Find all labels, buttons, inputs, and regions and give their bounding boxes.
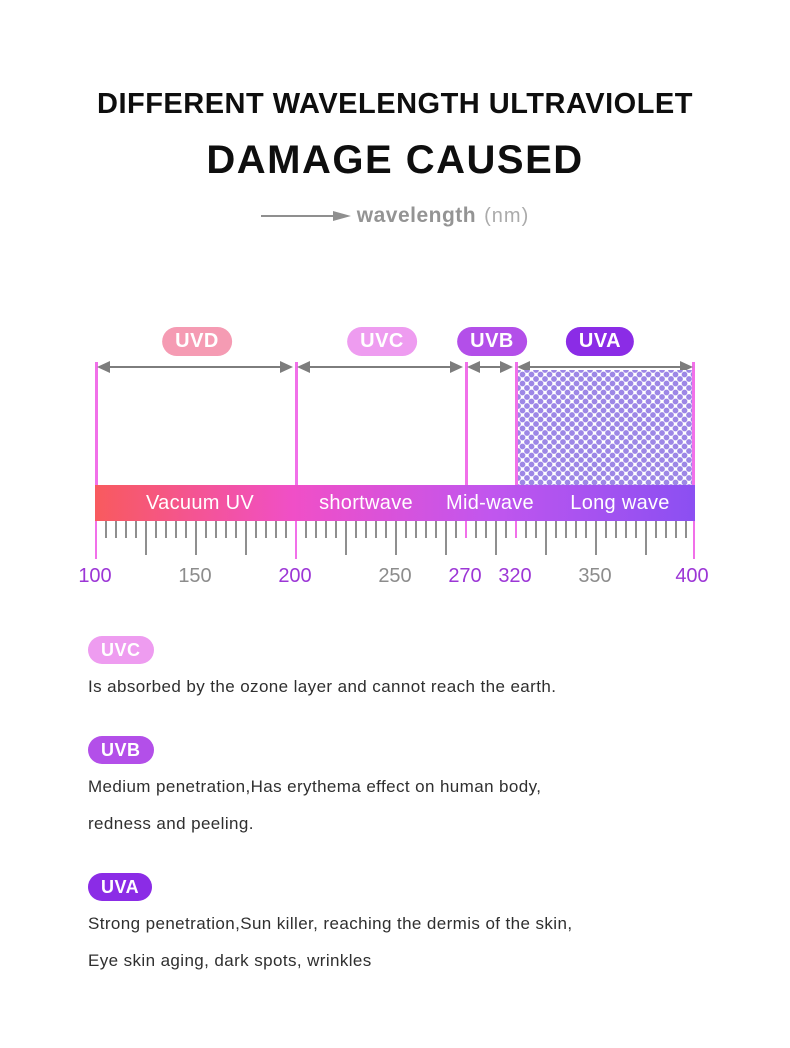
ruler-tick (385, 521, 387, 538)
section-text-line: Eye skin aging, dark spots, wrinkles (88, 951, 372, 970)
ruler-tick (375, 521, 377, 538)
page-title-line2: DAMAGE CAUSED (206, 138, 584, 182)
axis-label-320: 320 (498, 565, 532, 587)
wavelength-label: wavelength (356, 204, 477, 227)
ruler-tick (195, 521, 197, 555)
ruler-tick (225, 521, 227, 538)
bar-label-uva: Long wave (570, 491, 670, 514)
boundary-line (692, 362, 695, 485)
bar-label-uvc: shortwave (319, 491, 413, 514)
ruler-tick (145, 521, 147, 555)
ruler-tick (495, 521, 497, 555)
ruler-tick (565, 521, 567, 538)
ruler-tick (245, 521, 247, 555)
band-range-arrow (469, 366, 511, 368)
ruler-tick (185, 521, 187, 538)
ruler-tick (605, 521, 607, 538)
ruler-tick (555, 521, 557, 538)
ruler-tick (505, 521, 507, 538)
band-range-arrow (99, 366, 291, 368)
ruler-tick (325, 521, 327, 538)
ruler-tick (125, 521, 127, 538)
axis-label-400: 400 (675, 565, 709, 587)
ruler-tick (205, 521, 207, 538)
axis-label-250: 250 (378, 565, 412, 587)
band-badge-uvd: UVD (162, 327, 232, 356)
ruler-tick (395, 521, 397, 555)
uv-spectrum-diagram (78, 320, 709, 615)
section-text-line: Strong penetration,Sun killer, reaching the dermis of the skin, (88, 914, 573, 933)
section-text-line: redness and peeling. (88, 814, 254, 833)
ruler-tick (535, 521, 537, 538)
ruler-tick (415, 521, 417, 538)
ruler-tick (465, 521, 467, 538)
ruler-tick (625, 521, 627, 538)
ruler-tick (215, 521, 217, 538)
band-badge-uvb: UVB (457, 327, 527, 356)
ruler-tick (95, 521, 97, 559)
bar-label-uvd: Vacuum UV (146, 491, 254, 514)
axis-label-100: 100 (78, 565, 112, 587)
ruler-tick (345, 521, 347, 555)
band-badge-uva: UVA (566, 327, 634, 356)
section-badge-uvb: UVB (88, 736, 154, 764)
ruler-tick (165, 521, 167, 538)
ruler-tick (693, 521, 695, 559)
right-arrow-line (261, 215, 333, 217)
ruler-tick (305, 521, 307, 538)
ruler-tick (435, 521, 437, 538)
ruler-tick (685, 521, 687, 538)
ruler-tick (475, 521, 477, 538)
ruler-tick (285, 521, 287, 538)
ruler-tick (655, 521, 657, 538)
band-badge-uvc: UVC (347, 327, 417, 356)
ruler-tick (235, 521, 237, 538)
spectrum-gradient-bar (95, 485, 695, 521)
section-badge-uvc: UVC (88, 636, 154, 664)
right-arrow-icon (333, 211, 351, 221)
page-title-line1: DIFFERENT WAVELENGTH ULTRAVIOLET (97, 88, 693, 120)
bar-label-uvb: Mid-wave (446, 491, 534, 514)
uva-dotted-region (518, 370, 692, 485)
section-uvb (88, 736, 728, 838)
ruler-tick (665, 521, 667, 538)
ruler-tick (635, 521, 637, 538)
ruler-tick (425, 521, 427, 538)
band-range-arrow (519, 366, 691, 368)
ruler-tick (525, 521, 527, 538)
ruler-tick (255, 521, 257, 538)
ruler-tick (355, 521, 357, 538)
ruler-tick (135, 521, 137, 538)
boundary-line (465, 362, 468, 485)
wavelength-unit: (nm) (484, 204, 530, 227)
wavelength-axis-caption (0, 200, 790, 232)
ruler-tick (485, 521, 487, 538)
section-uvc (88, 636, 728, 701)
axis-label-270: 270 (448, 565, 482, 587)
ruler-tick (275, 521, 277, 538)
ruler-tick (155, 521, 157, 538)
boundary-line (295, 362, 298, 485)
axis-label-200: 200 (278, 565, 312, 587)
ruler-tick (545, 521, 547, 555)
ruler-tick (115, 521, 117, 538)
section-text-line: Medium penetration,Has erythema effect on human body, (88, 777, 542, 796)
ruler-tick (295, 521, 297, 559)
section-uva (88, 873, 728, 975)
ruler-tick (515, 521, 517, 538)
ruler-tick (335, 521, 337, 538)
band-range-arrow (299, 366, 461, 368)
ruler-tick (615, 521, 617, 538)
ruler-tick (595, 521, 597, 555)
ruler-tick (315, 521, 317, 538)
boundary-line (95, 362, 98, 485)
section-badge-uva: UVA (88, 873, 152, 901)
ruler-tick (265, 521, 267, 538)
ruler-tick (455, 521, 457, 538)
ruler-tick (175, 521, 177, 538)
ruler-tick (575, 521, 577, 538)
section-text-line: Is absorbed by the ozone layer and cannot reach the earth. (88, 677, 557, 696)
ruler-tick (365, 521, 367, 538)
ruler-tick (445, 521, 447, 555)
ruler-tick (645, 521, 647, 555)
ruler-tick (105, 521, 107, 538)
ruler-tick (585, 521, 587, 538)
axis-label-150: 150 (178, 565, 212, 587)
axis-label-350: 350 (578, 565, 612, 587)
uv-band-descriptions (88, 636, 728, 1010)
ruler-tick (405, 521, 407, 538)
ruler-tick (675, 521, 677, 538)
